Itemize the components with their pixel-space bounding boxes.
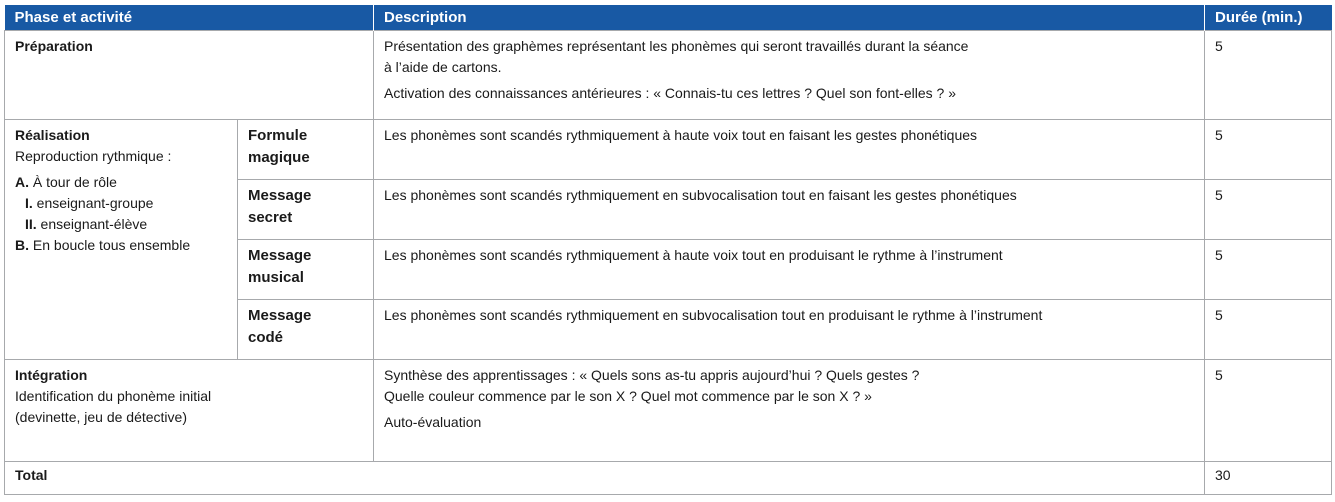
realisation-item-b <box>15 235 227 256</box>
realisation-title: Réalisation <box>15 127 90 144</box>
preparation-duration: 5 <box>1205 31 1332 120</box>
item-b-text: En boucle tous ensemble <box>29 237 191 254</box>
preparation-description-cell <box>374 31 1205 120</box>
integration-desc-line3: Auto-évaluation <box>384 414 482 431</box>
realisation-phase-cell <box>5 120 238 360</box>
header-duration: Durée (min.) <box>1205 5 1332 31</box>
realisation-item-a <box>15 172 227 193</box>
integration-desc-line2: Quelle couleur commence par le son X ? Quel mot commence par le son X ? » <box>384 388 872 405</box>
subactivity-label-cell <box>238 240 374 300</box>
integration-title: Intégration <box>15 367 88 384</box>
integration-line1: Identification du phonème initial <box>15 388 212 405</box>
subactivity-label-cell <box>238 300 374 360</box>
subactivity-duration: 5 <box>1205 240 1332 300</box>
preparation-desc-line3: Activation des connaissances antérieures : « Connais-tu ces lettres ? Quel son font-elles ? » <box>384 85 956 101</box>
item-ii-text: enseignant-élève <box>36 216 148 233</box>
subactivity-duration: 5 <box>1205 300 1332 360</box>
integration-phase-cell <box>5 360 374 462</box>
item-b-marker: B. <box>15 237 29 254</box>
preparation-phase-cell <box>5 31 374 120</box>
preparation-desc-line2: à l’aide de cartons. <box>384 59 502 75</box>
subactivity-label-line2: codé <box>248 329 284 347</box>
total-label-cell <box>5 462 1205 495</box>
activity-table <box>4 5 1332 495</box>
item-ii-marker: II. <box>25 216 37 233</box>
header-phase: Phase et activité <box>5 5 374 31</box>
item-i-marker: I. <box>25 195 33 212</box>
subactivity-label-line2: secret <box>248 209 293 227</box>
integration-desc-line1: Synthèse des apprentissages : « Quels sons as-tu appris aujourd’hui ? Quels gestes ? <box>384 367 920 384</box>
subactivity-description: Les phonèmes sont scandés rythmiquement en subvocalisation tout en faisant les gestes phonétiques <box>374 180 1205 240</box>
total-row <box>5 462 1332 495</box>
realisation-row-1 <box>5 120 1332 180</box>
integration-duration: 5 <box>1205 360 1332 462</box>
integration-description-cell <box>374 360 1205 462</box>
integration-line2: (devinette, jeu de détective) <box>15 409 187 426</box>
subactivity-duration: 5 <box>1205 180 1332 240</box>
total-value: 30 <box>1205 462 1332 495</box>
header-description: Description <box>374 5 1205 31</box>
subactivity-label-line2: musical <box>248 269 304 287</box>
subactivity-label-cell <box>238 120 374 180</box>
total-label: Total <box>15 467 48 484</box>
subactivity-description: Les phonèmes sont scandés rythmiquement à haute voix tout en produisant le rythme à l’instrument <box>374 240 1205 300</box>
subactivity-duration: 5 <box>1205 120 1332 180</box>
item-a-text: À tour de rôle <box>29 174 117 191</box>
realisation-item-ii <box>15 214 227 235</box>
subactivity-label-line1: Message <box>248 247 312 265</box>
preparation-desc-line1: Présentation des graphèmes représentant les phonèmes qui seront travaillés durant la séance <box>384 38 969 54</box>
realisation-line1: Reproduction rythmique : <box>15 148 172 165</box>
realisation-item-i <box>15 193 227 214</box>
subactivity-description: Les phonèmes sont scandés rythmiquement à haute voix tout en faisant les gestes phonétiques <box>374 120 1205 180</box>
integration-row <box>5 360 1332 462</box>
subactivity-label-line1: Message <box>248 307 312 325</box>
item-a-marker: A. <box>15 174 29 191</box>
subactivity-label-line1: Formule <box>248 127 308 145</box>
preparation-title: Préparation <box>15 38 93 54</box>
subactivity-label-line1: Message <box>248 187 312 205</box>
header-row <box>5 5 1332 31</box>
subactivity-label-line2: magique <box>248 149 310 167</box>
subactivity-description: Les phonèmes sont scandés rythmiquement en subvocalisation tout en produisant le rythme à l’instrument <box>374 300 1205 360</box>
preparation-row <box>5 31 1332 120</box>
subactivity-label-cell <box>238 180 374 240</box>
item-i-text: enseignant-groupe <box>32 195 154 212</box>
